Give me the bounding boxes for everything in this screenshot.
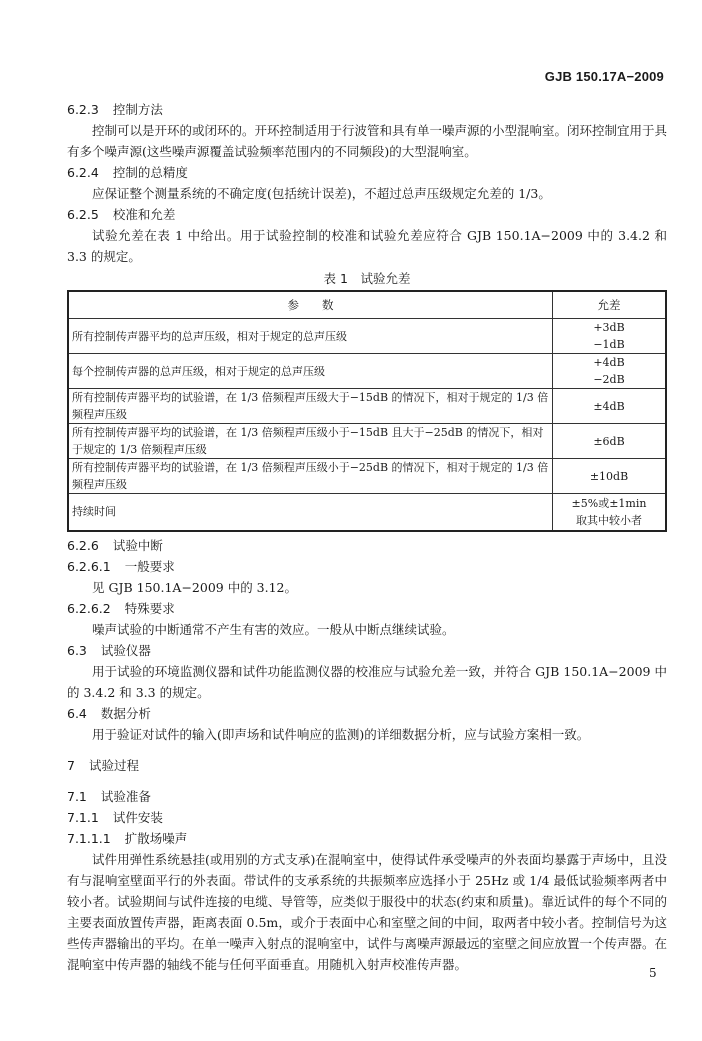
section-heading-7 [67,755,667,776]
paragraph-test-instruments: 用于试验的环境监测仪器和试件功能监测仪器的校准应与试验允差一致，并符合 GJB 150.1A−2009 中的 3.4.2 和 3.3 的规定。 [67,663,667,700]
section-title: 试验准备 [100,788,151,804]
table-caption: 表 1 试验允差 [323,271,411,286]
section-number: 6.2.6.2 [67,600,111,616]
section-title: 试件安装 [112,809,163,825]
section-title: 试验中断 [112,537,163,553]
parameter-cell: 每个控制传声器的总声压级，相对于规定的总声压级 [68,354,553,389]
section-heading-6-2-3 [67,99,667,120]
paragraph-data-analysis: 用于验证对试件的输入(即声场和试件响应的监测)的详细数据分析，应与试验方案相一致。 [92,726,590,742]
paragraph-special-requirements: 噪声试验的中断通常不产生有害的效应。一般从中断点继续试验。 [92,621,455,637]
paragraph-general-requirements: 见 GJB 150.1A−2009 中的 3.12。 [92,579,298,595]
section-title: 一般要求 [124,558,175,574]
section-title: 控制方法 [112,102,163,117]
parameter-cell: 持续时间 [68,494,553,531]
section-number: 6.2.6.1 [67,558,111,574]
section-heading-6-3 [67,640,667,661]
section-title: 试验仪器 [100,642,151,658]
tolerance-value: −1dB [593,338,625,351]
standard-code-header: GJB 150.17A−2009 [544,69,664,84]
section-heading-6-4 [67,703,667,724]
tolerance-value: 取其中较小者 [576,513,642,527]
section-number: 7.1.1 [67,809,99,825]
section-number: 7 [67,757,75,773]
tolerance-value: +3dB [593,321,625,334]
header-tolerance: 允差 [553,291,667,319]
section-title: 扩散场噪声 [124,830,188,846]
parameter-cell: 所有控制传声器平均的总声压级，相对于规定的总声压级 [68,319,553,354]
table-row [68,494,666,531]
section-title: 特殊要求 [124,600,175,616]
tolerance-cell [553,319,667,354]
header-parameter: 参 数 [68,291,553,319]
tolerance-table [67,290,667,532]
tolerance-value: +4dB [593,356,625,369]
table-row [68,389,666,424]
section-title: 控制的总精度 [112,165,188,180]
section-number: 6.2.5 [67,207,99,222]
tolerance-cell [553,354,667,389]
section-title: 试验过程 [88,757,139,773]
section-number: 7.1 [67,788,87,804]
tolerance-cell: ±10dB [553,459,667,494]
tolerance-value: ±5%或±1min [571,496,647,510]
section-number: 6.2.6 [67,537,99,553]
table-row [68,354,666,389]
table-row [68,424,666,459]
section-title: 校准和允差 [112,207,176,222]
section-title: 数据分析 [100,705,151,721]
table-row [68,319,666,354]
tolerance-cell [553,494,667,531]
section-number: 6.4 [67,705,87,721]
section-number: 6.3 [67,642,87,658]
section-number: 7.1.1.1 [67,830,111,846]
section-heading-6-2-4 [67,162,667,183]
parameter-cell: 所有控制传声器平均的试验谱，在 1/3 倍频程声压级小于−15dB 且大于−25dB 的情况下，相对于规定的 1/3 倍频程声压级 [68,424,553,459]
section-heading-7-1-1 [67,807,667,828]
section-heading-6-2-6-1 [67,556,667,577]
paragraph-total-accuracy: 应保证整个测量系统的不确定度(包括统计误差)，不超过总声压级规定允差的 1/3。 [92,186,551,201]
section-number: 6.2.4 [67,165,99,180]
table-row [68,459,666,494]
section-heading-7-1 [67,786,667,807]
parameter-cell: 所有控制传声器平均的试验谱，在 1/3 倍频程声压级小于−25dB 的情况下，相对于规定的 1/3 倍频程声压级 [68,459,553,494]
page-number: 5 [649,966,657,980]
paragraph-control-method: 控制可以是开环的或闭环的。开环控制适用于行波管和具有单一噪声源的小型混响室。闭环控制宜用于具有多个噪声源(这些噪声源覆盖试验频率范围内的不同频段)的大型混响室。 [67,123,668,159]
tolerance-cell: ±6dB [553,424,667,459]
page-content [67,99,667,975]
section-heading-6-2-6 [67,535,667,556]
tolerance-value: −2dB [593,373,625,386]
section-heading-6-2-6-2 [67,598,667,619]
tolerance-cell: ±4dB [553,389,667,424]
parameter-cell: 所有控制传声器平均的试验谱，在 1/3 倍频程声压级大于−15dB 的情况下，相对于规定的 1/3 倍频程声压级 [68,389,553,424]
section-heading-6-2-5 [67,204,667,225]
section-heading-7-1-1-1 [67,828,667,849]
table-header-row [68,291,666,319]
section-number: 6.2.3 [67,102,99,117]
paragraph-diffuse-field-noise: 试件用弹性系统悬挂(或用别的方式支承)在混响室中，使得试件承受噪声的外表面均暴露于声场中，且没有与混响室壁面平行的外表面。带试件的支承系统的共振频率应选择小于 25Hz 或 1/4 最低试验频率两者中较小者。试验期间与试件连接的电缆、导管等，应类似于服役中的状态(约束和质量)。靠近试件的每个不同的主要表面放置传声器，距离表面 0.5m，或介于表面中心和室壁之间的中间，取两者中较小者。控制信号为这些传声器输出的平均。在单一噪声入射点的混响室中，试件与离噪声源最远的室壁之间应放置一个传声器。在混响室中传声器的轴线不能与任何平面垂直。用随机入射声校准传声器。 [67,851,668,972]
paragraph-calibration-tolerance: 试验允差在表 1 中给出。用于试验控制的校准和试验允差应符合 GJB 150.1A−2009 中的 3.4.2 和 3.3 的规定。 [67,228,667,264]
